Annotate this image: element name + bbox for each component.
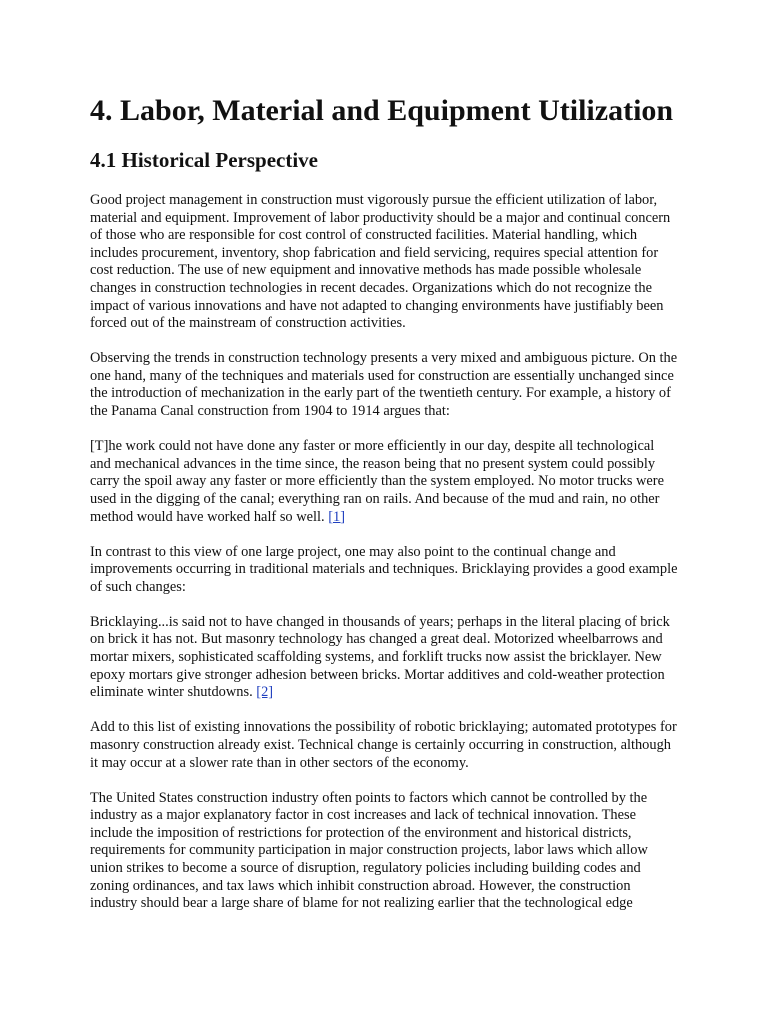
paragraph-trends: Observing the trends in construction technology presents a very mixed and ambiguous picture. On the one hand, many of the techniques and materials used for construction are essentially unchanged since the introduction of mechanization in the early part of the twentieth century. For example, a history of the Panama Canal construction from 1904 to 1914 argues that: xyxy=(90,350,678,420)
chapter-title: 4. Labor, Material and Equipment Utilization xyxy=(90,94,674,127)
quote-bricklaying: Bricklaying...is said not to have changed in thousands of years; perhaps in the literal placing of brick on brick it has not. But masonry technology has changed a great deal. Motorized wheelbarrows and mortar mixers, sophisticated scaffolding systems, and forklift trucks now assist the bricklayer. New epoxy mortars give stronger adhesion between bricks. Mortar additives and cold-weather protection eliminate winter shutdowns. [2] xyxy=(90,613,670,701)
footnote-link-1[interactable]: [1] xyxy=(328,508,345,525)
paragraph-contrast: In contrast to this view of one large project, one may also point to the continual change and improvements occurring in traditional materials and techniques. Bricklaying provides a good example of such changes: xyxy=(90,543,678,595)
section-title: 4.1 Historical Perspective xyxy=(90,148,319,172)
paragraph-robotic-bricklaying: Add to this list of existing innovations the possibility of robotic bricklaying; automated prototypes for masonry construction already exist. Technical change is certainly occurring in construction, although it may occur at a slower rate than in other sectors of the economy. xyxy=(90,719,677,771)
paragraph-us-industry: The United States construction industry often points to factors which cannot be controlled by the industry as a major explanatory factor in cost increases and lack of technical innovation. These include the imposition of restrictions for protection of the environment and historical districts, requirements for community participation in major construction projects, labor laws which allow union strikes to become a source of disruption, regulatory policies including building codes and zoning ordinances, and tax laws which inhibit construction abroad. However, the construction industry should bear a large share of blame for not realizing earlier that the technological edge xyxy=(90,789,648,912)
footnote-link-2[interactable]: [2] xyxy=(256,684,274,701)
quote-panama-canal: [T]he work could not have done any faster or more efficiently in our day, despite all technological and mechanical advances in the time since, the reason being that no present system could possibly carry the spoil away any faster or more efficiently than the system employed. No motor trucks were used in the digging of the canal; everything ran on rails. And because of the mud and rain, no other method would have worked half so well. [1] xyxy=(90,438,664,525)
paragraph-intro: Good project management in construction must vigorously pursue the efficient utilization of labor, material and equipment. Improvement of labor productivity should be a major and continual concern of those who are responsible for cost control of constructed facilities. Material handling, which includes procurement, inventory, shop fabrication and field servicing, requires special attention for cost reduction. The use of new equipment and innovative methods has made possible wholesale changes in construction technologies in recent decades. Organizations which do not recognize the impact of various innovations and have not adapted to changing environments have justifiably been forced out of the mainstream of construction activities. xyxy=(90,192,671,332)
body-text xyxy=(90,192,678,930)
